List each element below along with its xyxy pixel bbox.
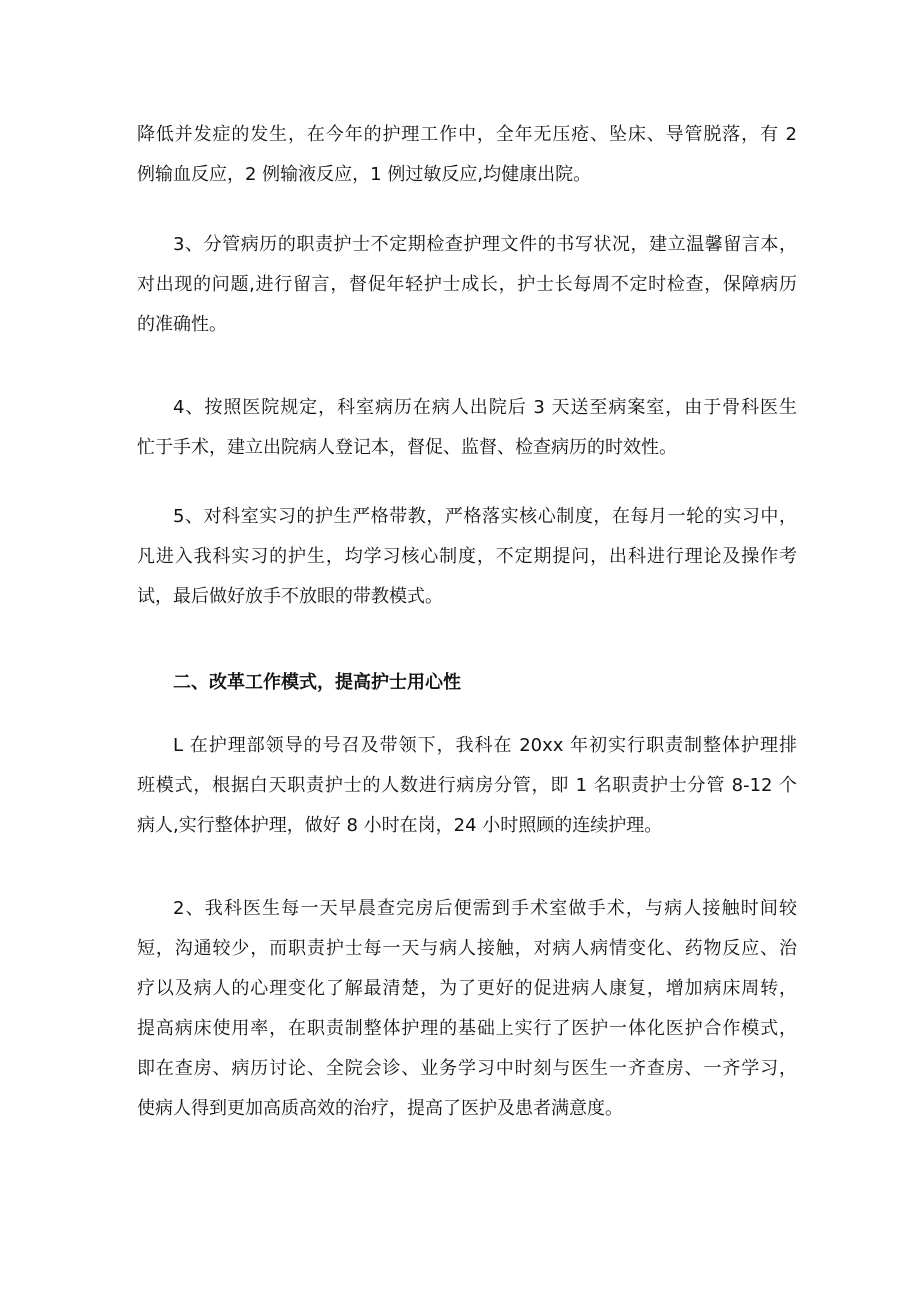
text-line: 对出现的问题,进行留言，督促年轻护士成长，护士长每周不定时检查，保障病历: [137, 274, 797, 295]
paragraph-item-2: [137, 889, 797, 1129]
text-line: 提高病床使用率，在职责制整体护理的基础上实行了医护一体化医护合作模式，: [137, 1018, 797, 1039]
paragraph-continuation: [137, 115, 797, 195]
text-line: 降低并发症的发生，在今年的护理工作中，全年无压疮、坠床、导管脱落，有 2: [137, 124, 797, 145]
text-line: 短，沟通较少，而职责护士每一天与病人接触，对病人病情变化、药物反应、治: [137, 938, 797, 959]
text-line: 忙于手术，建立出院病人登记本，督促、监督、检查病历的时效性。: [137, 437, 677, 458]
text-line: 凡进入我科实习的护生，均学习核心制度，不定期提问，出科进行理论及操作考: [137, 546, 797, 567]
text-line: 5、对科室实习的护生严格带教，严格落实核心制度，在每月一轮的实习中，: [173, 506, 797, 527]
paragraph-item-3: [137, 225, 797, 345]
paragraph-item-5: [137, 497, 797, 617]
paragraph-item-4: [137, 388, 797, 468]
heading-text: 二、改革工作模式，提高护士用心性: [173, 672, 461, 693]
text-line: 班模式，根据白天职责护士的人数进行病房分管，即 1 名职责护士分管 8-12 个: [137, 775, 797, 796]
text-line: 病人,实行整体护理，做好 8 小时在岗，24 小时照顾的连续护理。: [137, 815, 663, 836]
section-heading: [137, 663, 797, 703]
text-line: 即在查房、病历讨论、全院会诊、业务学习中时刻与医生一齐查房、一齐学习，: [137, 1058, 797, 1079]
text-line: 3、分管病历的职责护士不定期检查护理文件的书写状况，建立温馨留言本，: [173, 234, 797, 255]
text-line: 2、我科医生每一天早晨查完房后便需到手术室做手术，与病人接触时间较: [173, 898, 797, 919]
text-line: 疗以及病人的心理变化了解最清楚，为了更好的促进病人康复，增加病床周转，: [137, 978, 797, 999]
text-line: 试，最后做好放手不放眼的带教模式。: [137, 586, 443, 607]
text-line: 的准确性。: [137, 314, 227, 335]
text-line: 使病人得到更加高质高效的治疗，提高了医护及患者满意度。: [137, 1098, 623, 1119]
paragraph-item-1: [137, 726, 797, 846]
text-line: L 在护理部领导的号召及带领下，我科在 20xx 年初实行职责制整体护理排: [173, 735, 797, 756]
text-line: 4、按照医院规定，科室病历在病人出院后 3 天送至病案室，由于骨科医生: [173, 397, 797, 418]
text-line: 例输血反应，2 例输液反应，1 例过敏反应,均健康出院。: [137, 164, 592, 185]
